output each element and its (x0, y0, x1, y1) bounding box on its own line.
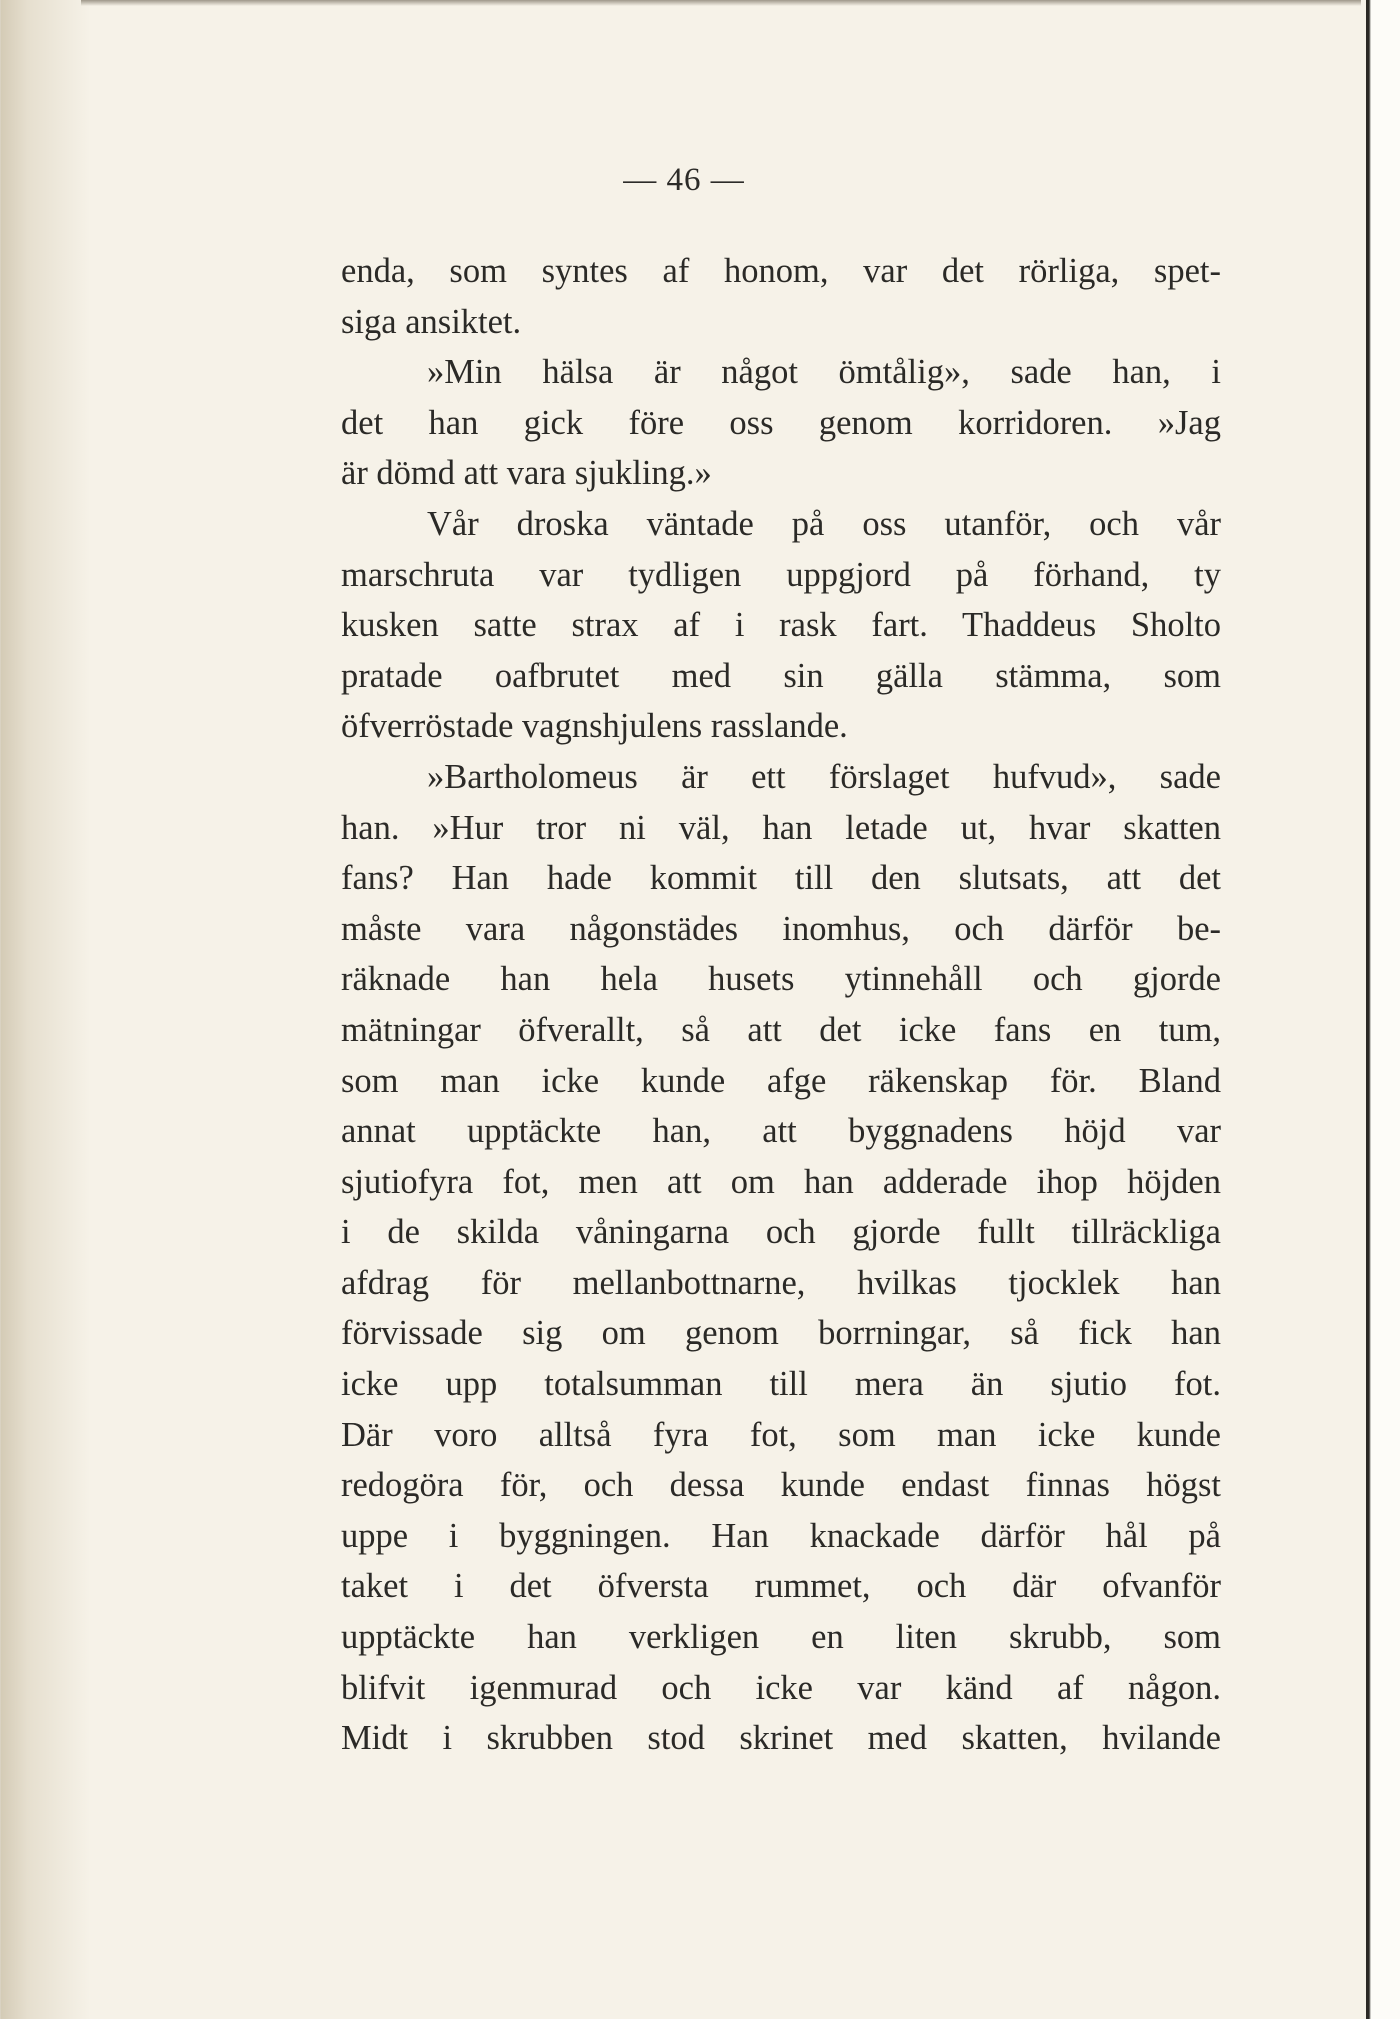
text-line: Midt i skrubben stod skrinet med skatten, hvilande (341, 1719, 1221, 1758)
text-line: taket i det öfversta rummet, och där ofvanför (341, 1567, 1221, 1606)
body-text (341, 246, 1221, 1764)
text-line: »Bartholomeus är ett förslaget hufvud», sade (427, 757, 1221, 796)
text-line: »Min hälsa är något ömtålig», sade han, i (427, 353, 1221, 392)
text-line: Där voro alltså fyra fot, som man icke kunde (341, 1415, 1221, 1454)
text-line: Vår droska väntade på oss utanför, och vår (427, 504, 1221, 543)
text-line: annat upptäckte han, att byggnadens höjd var (341, 1112, 1221, 1151)
text-line: i de skilda våningarna och gjorde fullt tillräckliga (341, 1213, 1221, 1252)
text-line: det han gick före oss genom korridoren. »Jag (341, 403, 1221, 442)
text-line: förvissade sig om genom borrningar, så fick han (341, 1314, 1221, 1353)
text-line: afdrag för mellanbottnarne, hvilkas tjocklek han (341, 1263, 1221, 1302)
page-edge (1366, 0, 1400, 2019)
text-line: han. »Hur tror ni väl, han letade ut, hvar skatten (341, 808, 1221, 847)
text-line: icke upp totalsumman till mera än sjutio fot. (341, 1365, 1221, 1404)
text-line: upptäckte han verkligen en liten skrubb, som (341, 1618, 1221, 1657)
text-line: redogöra för, och dessa kunde endast finnas högst (341, 1466, 1221, 1505)
text-line: enda, som syntes af honom, var det rörliga, spet- (341, 252, 1221, 290)
text-line: kusken satte strax af i rask fart. Thaddeus Sholto (341, 606, 1221, 645)
text-line: räknade han hela husets ytinnehåll och gjorde (341, 960, 1221, 999)
page-number: — 46 — (623, 162, 745, 198)
text-line: måste vara någonstädes inomhus, och därför be- (341, 909, 1221, 948)
text-line: uppe i byggningen. Han knackade därför hål på (341, 1516, 1221, 1555)
text-line: siga ansiktet. (341, 302, 522, 341)
page-top-edge (81, 0, 1361, 6)
text-line: är dömd att vara sjukling.» (341, 454, 712, 493)
text-line: marschruta var tydligen uppgjord på förhand, ty (341, 555, 1221, 594)
text-line: öfverröstade vagnshjulens rasslande. (341, 707, 848, 746)
text-line: som man icke kunde afge räkenskap för. Bland (341, 1061, 1221, 1100)
text-line: fans? Han hade kommit till den slutsats, att det (341, 859, 1221, 898)
text-line: mätningar öfverallt, så att det icke fans en tum, (341, 1010, 1221, 1049)
text-line: blifvit igenmurad och icke var känd af någon. (341, 1668, 1221, 1707)
text-line: pratade oafbrutet med sin gälla stämma, som (341, 656, 1221, 695)
gutter-shadow (1, 0, 91, 2019)
text-line: sjutiofyra fot, men att om han adderade ihop höjden (341, 1162, 1221, 1201)
